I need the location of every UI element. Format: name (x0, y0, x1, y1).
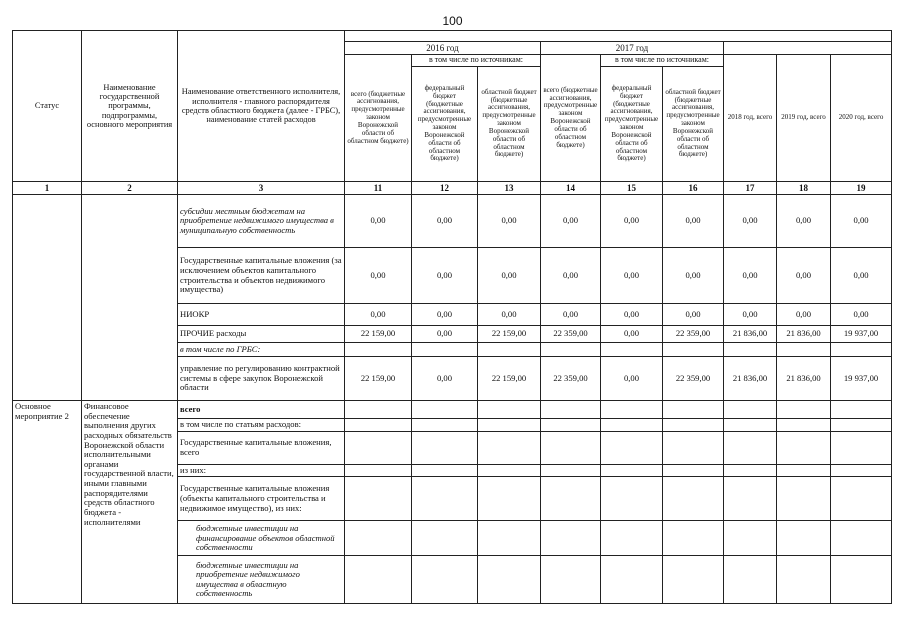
cell-empty (345, 343, 412, 357)
cell-empty (663, 343, 724, 357)
cell-empty (412, 431, 478, 464)
cell-empty (601, 477, 663, 521)
header-blank-2 (724, 42, 892, 55)
cell-value: 0,00 (831, 304, 892, 326)
cell-value: 0,00 (831, 195, 892, 248)
cell-empty (663, 419, 724, 432)
status-cell-empty (13, 195, 82, 401)
col-num: 13 (478, 182, 541, 195)
cell-empty (831, 419, 892, 432)
budget-table (12, 30, 892, 604)
cell-empty (541, 477, 601, 521)
cell-value: 0,00 (412, 195, 478, 248)
cell-value: 0,00 (663, 248, 724, 304)
col-num: 14 (541, 182, 601, 195)
cell-empty (663, 464, 724, 477)
header-2020: 2020 год, всего (831, 55, 892, 182)
cell-value: 21 836,00 (777, 357, 831, 401)
cell-value: 0,00 (601, 304, 663, 326)
col-num: 11 (345, 182, 412, 195)
cell-empty (601, 343, 663, 357)
header-blank (345, 31, 892, 42)
col-num: 12 (412, 182, 478, 195)
section-line: Государственные капитальные вложения, всего (178, 431, 345, 464)
cell-empty (831, 521, 892, 556)
header-year-2017: 2017 год (541, 42, 724, 55)
cell-empty (724, 477, 777, 521)
cell-empty (601, 431, 663, 464)
cell-value: 22 359,00 (541, 357, 601, 401)
cell-empty (601, 401, 663, 419)
col-num: 16 (663, 182, 724, 195)
cell-value: 22 359,00 (541, 326, 601, 343)
cell-value: 21 836,00 (724, 357, 777, 401)
cell-empty (345, 521, 412, 556)
cell-empty (601, 556, 663, 604)
cell-empty (724, 343, 777, 357)
cell-value: 0,00 (663, 195, 724, 248)
cell-empty (345, 556, 412, 604)
header-incl-2017: в том числе по источникам: (601, 55, 724, 67)
cell-empty (345, 464, 412, 477)
cell-empty (777, 521, 831, 556)
cell-value: 22 359,00 (663, 326, 724, 343)
cell-value: 0,00 (412, 357, 478, 401)
row-label: в том числе по ГРБС: (178, 343, 345, 357)
cell-empty (724, 521, 777, 556)
program-cell-empty (82, 195, 178, 401)
row-label: субсидии местным бюджетам на приобретение недвижимого имущества в муниципальную собственность (178, 195, 345, 248)
section-line: бюджетные инвестиции на финансирование объектов областной собственности (178, 521, 345, 556)
cell-empty (478, 477, 541, 521)
cell-empty (541, 521, 601, 556)
section-line: в том числе по статьям расходов: (178, 419, 345, 432)
cell-empty (831, 556, 892, 604)
header-federal-2017: федеральный бюджет (бюджетные ассигнования, предусмотренные законом Воронежской области об областном бюджете) (601, 67, 663, 182)
cell-empty (724, 419, 777, 432)
section-status: Основное мероприятие 2 (13, 401, 82, 604)
cell-empty (478, 431, 541, 464)
cell-empty (345, 431, 412, 464)
cell-empty (831, 343, 892, 357)
section-line: из них: (178, 464, 345, 477)
cell-value: 0,00 (345, 304, 412, 326)
cell-empty (412, 343, 478, 357)
cell-empty (663, 431, 724, 464)
cell-empty (412, 556, 478, 604)
cell-empty (478, 521, 541, 556)
cell-value: 0,00 (541, 248, 601, 304)
cell-empty (345, 477, 412, 521)
cell-empty (478, 401, 541, 419)
cell-empty (777, 343, 831, 357)
cell-empty (831, 431, 892, 464)
header-2018: 2018 год, всего (724, 55, 777, 182)
header-program: Наименование государственной программы, подпрограммы, основного мероприятия (82, 31, 178, 182)
header-incl-2016: в том числе по источникам: (412, 55, 541, 67)
cell-empty (412, 477, 478, 521)
section-line: всего (178, 401, 345, 419)
column-numbers-row (13, 182, 892, 195)
table-row (13, 401, 892, 419)
header-regional-2016: областной бюджет (бюджетные ассигнования, предусмотренные законом Воронежской области об областном бюджете) (478, 67, 541, 182)
header-regional-2017: областной бюджет (бюджетные ассигнования, предусмотренные законом Воронежской области об областном бюджете) (663, 67, 724, 182)
cell-empty (412, 464, 478, 477)
cell-empty (345, 419, 412, 432)
cell-value: 22 159,00 (345, 326, 412, 343)
cell-value: 0,00 (663, 304, 724, 326)
header-executor: Наименование ответственного исполнителя, исполнителя - главного распорядителя средств областного бюджета (далее - ГРБС), наименование статей расходов (178, 31, 345, 182)
section-line: бюджетные инвестиции на приобретение недвижимого имущества в областную собственность (178, 556, 345, 604)
cell-empty (831, 401, 892, 419)
header-year-2016: 2016 год (345, 42, 541, 55)
cell-empty (541, 431, 601, 464)
col-num: 19 (831, 182, 892, 195)
cell-value: 19 937,00 (831, 326, 892, 343)
row-label: управление по регулированию контрактной системы в сфере закупок Воронежской области (178, 357, 345, 401)
header-row-top (13, 31, 892, 42)
cell-empty (777, 556, 831, 604)
cell-value: 0,00 (345, 195, 412, 248)
table-row (13, 195, 892, 248)
cell-empty (541, 556, 601, 604)
header-federal-2016: федеральный бюджет (бюджетные ассигнования, предусмотренные законом Воронежской области об областном бюджете) (412, 67, 478, 182)
cell-empty (777, 464, 831, 477)
section-line: Государственные капитальные вложения (объекты капитального строительства и недвижимое имущество), из них: (178, 477, 345, 521)
cell-empty (663, 556, 724, 604)
header-status: Статус (13, 31, 82, 182)
row-label: Государственные капитальные вложения (за исключением объектов капитального строительства и объектов недвижимого имущества) (178, 248, 345, 304)
cell-value: 0,00 (724, 304, 777, 326)
cell-empty (601, 419, 663, 432)
page-number: 100 (442, 14, 463, 28)
cell-empty (412, 401, 478, 419)
cell-value: 22 359,00 (663, 357, 724, 401)
cell-empty (541, 343, 601, 357)
cell-empty (478, 343, 541, 357)
cell-empty (412, 521, 478, 556)
cell-value: 0,00 (478, 248, 541, 304)
cell-value: 0,00 (541, 195, 601, 248)
cell-empty (601, 521, 663, 556)
cell-value: 22 159,00 (345, 357, 412, 401)
cell-empty (777, 431, 831, 464)
header-total-2017: всего (бюджетные ассигнования, предусмотренные законом Воронежской области об областном бюджете) (541, 55, 601, 182)
cell-empty (777, 419, 831, 432)
cell-empty (601, 464, 663, 477)
cell-empty (831, 464, 892, 477)
cell-value: 0,00 (541, 304, 601, 326)
col-num: 3 (178, 182, 345, 195)
cell-value: 0,00 (478, 195, 541, 248)
col-num: 2 (82, 182, 178, 195)
cell-value: 0,00 (601, 248, 663, 304)
row-label: ПРОЧИЕ расходы (178, 326, 345, 343)
cell-value: 0,00 (601, 326, 663, 343)
cell-empty (478, 419, 541, 432)
cell-empty (663, 521, 724, 556)
col-num: 1 (13, 182, 82, 195)
cell-value: 0,00 (777, 248, 831, 304)
header-total-2016: всего (бюджетные ассигнования, предусмотренные законом Воронежской области об областном бюджете) (345, 55, 412, 182)
cell-empty (345, 401, 412, 419)
cell-empty (663, 401, 724, 419)
cell-value: 0,00 (412, 326, 478, 343)
cell-value: 0,00 (412, 304, 478, 326)
cell-value: 21 836,00 (724, 326, 777, 343)
col-num: 18 (777, 182, 831, 195)
cell-value: 0,00 (412, 248, 478, 304)
header-2019: 2019 год, всего (777, 55, 831, 182)
cell-value: 19 937,00 (831, 357, 892, 401)
cell-value: 0,00 (724, 195, 777, 248)
cell-empty (478, 556, 541, 604)
cell-value: 0,00 (724, 248, 777, 304)
cell-value: 21 836,00 (777, 326, 831, 343)
cell-value: 0,00 (831, 248, 892, 304)
cell-value: 0,00 (478, 304, 541, 326)
cell-empty (724, 431, 777, 464)
cell-value: 0,00 (777, 195, 831, 248)
cell-empty (478, 464, 541, 477)
section-program: Финансовое обеспечение выполнения других расходных обязательств Воронежской области исполнительными органами государственной власти, иными главными распорядителями средств областного бюджета - исполнителями (82, 401, 178, 604)
cell-empty (663, 477, 724, 521)
row-label: НИОКР (178, 304, 345, 326)
cell-empty (541, 419, 601, 432)
cell-empty (724, 556, 777, 604)
cell-empty (724, 401, 777, 419)
cell-empty (777, 401, 831, 419)
cell-empty (541, 401, 601, 419)
cell-value: 22 159,00 (478, 326, 541, 343)
cell-value: 22 159,00 (478, 357, 541, 401)
cell-value: 0,00 (345, 248, 412, 304)
cell-value: 0,00 (601, 195, 663, 248)
cell-empty (777, 477, 831, 521)
cell-empty (724, 464, 777, 477)
cell-empty (831, 477, 892, 521)
col-num: 17 (724, 182, 777, 195)
cell-value: 0,00 (777, 304, 831, 326)
cell-value: 0,00 (601, 357, 663, 401)
cell-empty (412, 419, 478, 432)
col-num: 15 (601, 182, 663, 195)
cell-empty (541, 464, 601, 477)
